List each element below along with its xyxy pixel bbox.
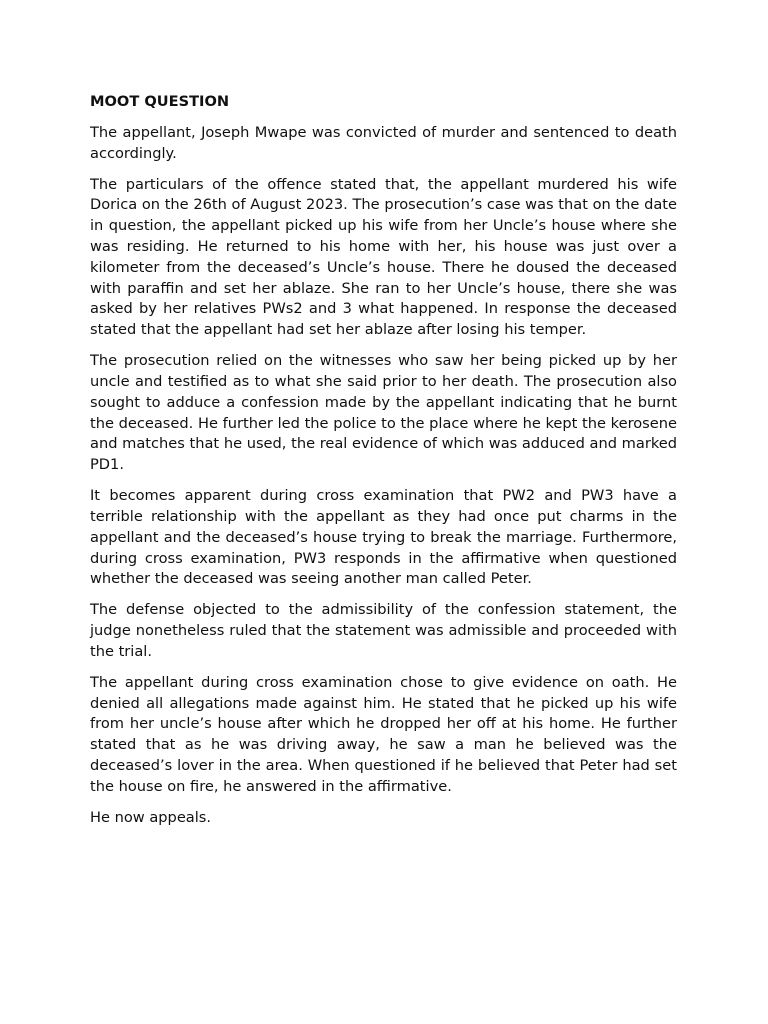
paragraph-particulars: The particulars of the offence stated that, the appellant murdered his wife Dorica on the 26th of August 2023. The prosecution’s case was that on the date in question, the appellant picked up his wife from her Uncle’s house where she was residing. He returned to his home with her, his house was just over a kilometer from the deceased’s Uncle’s house. There he doused the deceased with paraffin and set her ablaze. She ran to her Uncle’s house, there she was asked by her relatives PWs2 and 3 what happened. In response the deceased stated that the appellant had set her ablaze after losing his temper. [90,175,677,339]
paragraph-cross-examination: It becomes apparent during cross examination that PW2 and PW3 have a terrible relationship with the appellant as they had once put charms in the appellant and the deceased’s house trying to break the marriage. Furthermore, during cross examination, PW3 responds in the affirmative when questioned whether the deceased was seeing another man called Peter. [90,487,677,588]
paragraph-defense-objection: The defense objected to the admissibility of the confession statement, the judge nonetheless ruled that the statement was admissible and proceeded with the trial. [90,601,677,660]
document-title: MOOT QUESTION [90,93,230,110]
paragraph-appeal: He now appeals. [90,808,212,826]
document-page [90,92,677,839]
paragraph-appellant-evidence: The appellant during cross examination chose to give evidence on oath. He denied all allegations made against him. He stated that he picked up his wife from her uncle’s house after which he dropped her off at his home. He further stated that as he was driving away, he saw a man he believed was the deceased’s lover in the area. When questioned if he believed that Peter had set the house on fire, he answered in the affirmative. [90,673,677,795]
paragraph-conviction: The appellant, Joseph Mwape was convicted of murder and sentenced to death accordingly. [90,123,677,162]
paragraph-prosecution-evidence: The prosecution relied on the witnesses who saw her being picked up by her uncle and testified as to what she said prior to her death. The prosecution also sought to adduce a confession made by the appellant indicating that he burnt the deceased. He further led the police to the place where he kept the kerosene and matches that he used, the real evidence of which was adduced and marked PD1. [90,352,677,474]
